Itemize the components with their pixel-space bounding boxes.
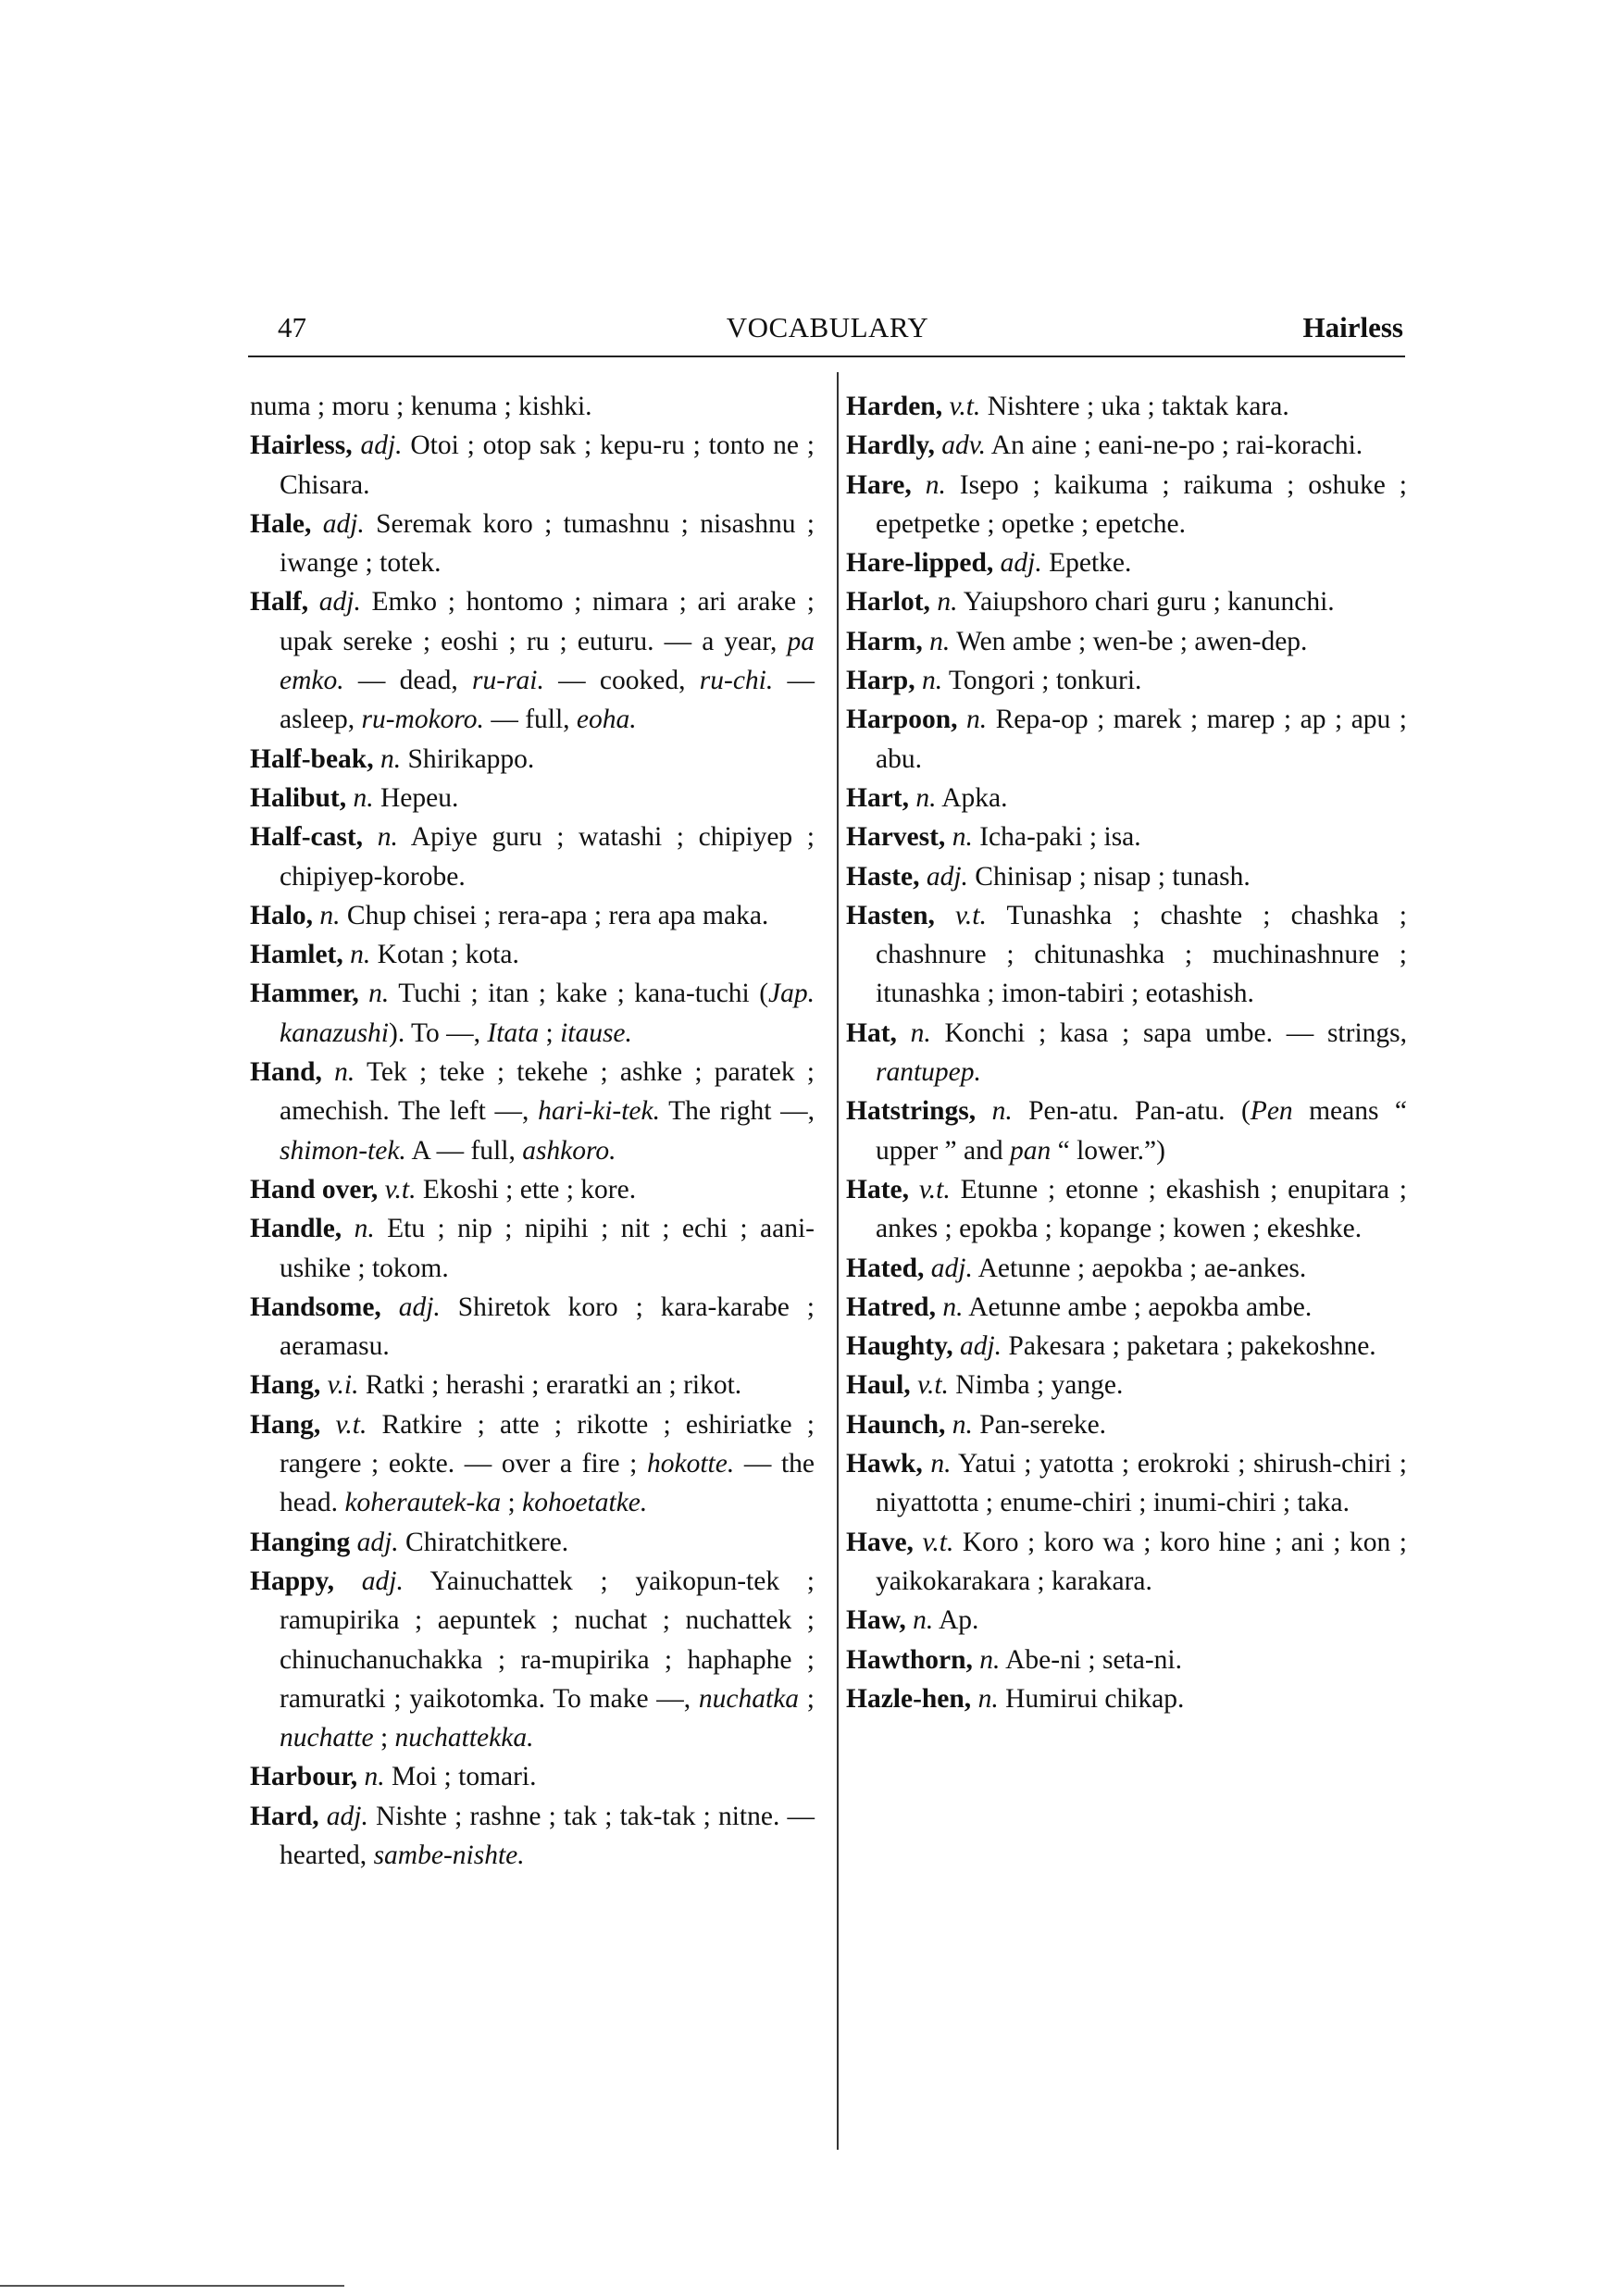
entry-part-of-speech: n. xyxy=(952,1409,973,1440)
entry-headword: Have, xyxy=(846,1527,914,1557)
entry-text xyxy=(350,1528,356,1557)
entry-text: Apka. xyxy=(936,782,1008,813)
dictionary-entry xyxy=(846,1249,1407,1288)
entry-part-of-speech: v.t. xyxy=(918,1174,951,1204)
dictionary-entry xyxy=(250,582,815,739)
entry-text: Aetunne ; aepokba ; ae-ankes. xyxy=(972,1253,1307,1283)
entry-text: Ap. xyxy=(933,1605,979,1636)
entry-text: Yainuchattek ; yaikopun-tek ; ramupirika ; aepuntek ; nuchat ; nuchattek ; chinuchanuchakka ; ra-mupirika ; haphaphe ; ramuratki ; yaikotomka. To make —, xyxy=(280,1566,815,1714)
right-column xyxy=(846,387,1407,1718)
dictionary-entry xyxy=(250,817,815,896)
entry-text: Etunne ; etonne ; ekashish ; enupitara ; ankes ; epokba ; kopange ; kowen ; ekeshke. xyxy=(876,1174,1407,1244)
entry-text xyxy=(957,705,966,734)
entry-headword: Haunch, xyxy=(846,1409,946,1440)
entry-headword: Hate, xyxy=(846,1174,909,1204)
page-title: VOCABULARY xyxy=(726,311,929,343)
entry-ainu-term: Pen xyxy=(1250,1096,1293,1127)
entry-headword: Hang, xyxy=(250,1409,321,1440)
entry-text: Tek ; teke ; tekehe ; ashke ; paratek ; amechish. The left —, xyxy=(280,1057,815,1127)
entry-text xyxy=(378,1175,384,1204)
entry-headword: Harvest, xyxy=(846,822,946,853)
header-rule xyxy=(248,356,1405,357)
entry-headword: Harden, xyxy=(846,392,943,421)
dictionary-entry xyxy=(250,1288,815,1366)
entry-text: Konchi ; kasa ; sapa umbe. — strings, xyxy=(930,1017,1407,1048)
entry-text: Ratki ; herashi ; eraratki an ; rikot. xyxy=(358,1370,742,1401)
entry-text xyxy=(359,979,368,1008)
dictionary-entry xyxy=(250,505,815,583)
dictionary-entry xyxy=(250,740,815,779)
entry-text: “ lower.”) xyxy=(1051,1135,1165,1166)
entry-part-of-speech: adj. xyxy=(398,1292,441,1322)
entry-text xyxy=(374,744,380,774)
entry-text xyxy=(953,1331,960,1361)
entry-headword: Harpoon, xyxy=(846,705,958,735)
entry-part-of-speech: v.t. xyxy=(384,1174,417,1204)
dictionary-entry xyxy=(250,1562,815,1757)
entry-text: Otoi ; otop sak ; kepu-ru ; tonto ne ; Chisara. xyxy=(280,430,815,500)
entry-headword: Hard, xyxy=(250,1801,319,1831)
entry-text: Epetke. xyxy=(1041,548,1132,579)
entry-text: Shirikappo. xyxy=(401,743,535,774)
entry-part-of-speech: v.t. xyxy=(917,1370,949,1401)
entry-headword: Hat, xyxy=(846,1017,897,1048)
entry-part-of-speech: n. xyxy=(966,705,988,735)
entry-part-of-speech: n. xyxy=(353,782,374,813)
entry-headword: Half-beak, xyxy=(250,743,374,774)
entry-text: Tuchi ; itan ; kake ; kana-tuchi ( xyxy=(389,979,769,1009)
dictionary-entry xyxy=(846,582,1407,621)
entry-part-of-speech: adj. xyxy=(326,1801,368,1831)
entry-text: Chinisap ; nisap ; tunash. xyxy=(967,861,1251,892)
entry-headword: Hatstrings, xyxy=(846,1096,977,1127)
dictionary-entry xyxy=(846,1641,1407,1679)
entry-text xyxy=(311,509,322,539)
entry-text: Ratkire ; atte ; rikotte ; eshiriatke ; rangere ; eokte. — over a fire ; xyxy=(280,1409,815,1479)
entry-part-of-speech: n. xyxy=(354,1214,375,1244)
entry-headword: Hardly, xyxy=(846,430,935,461)
dictionary-entry xyxy=(846,1327,1407,1366)
dictionary-entry xyxy=(250,1757,815,1796)
entry-text: Hepeu. xyxy=(373,782,459,813)
entry-text xyxy=(919,862,926,892)
entry-part-of-speech: n. xyxy=(368,979,390,1009)
dictionary-entry xyxy=(846,466,1407,544)
entry-ainu-term: pan xyxy=(1009,1135,1052,1166)
dictionary-entry xyxy=(846,1444,1407,1523)
entry-text: ; xyxy=(799,1683,815,1714)
entry-part-of-speech: n. xyxy=(915,782,937,813)
entry-text: An aine ; eani-ne-po ; rai-korachi. xyxy=(986,430,1363,461)
dictionary-entry xyxy=(250,426,815,505)
entry-headword: Harbour, xyxy=(250,1762,358,1792)
entry-text: — full, xyxy=(483,705,577,735)
entry-headword: Hare-lipped, xyxy=(846,548,994,579)
entry-ainu-term: nuchatte xyxy=(280,1723,374,1753)
entry-text: Kotan ; kota. xyxy=(370,940,519,970)
entry-text xyxy=(342,1214,354,1243)
entry-text: ). To —, xyxy=(389,1017,488,1048)
entry-part-of-speech: n. xyxy=(319,900,341,930)
dictionary-entry xyxy=(846,1679,1407,1718)
entry-ainu-term: ru-mokoro. xyxy=(361,705,484,735)
dictionary-entry xyxy=(846,1288,1407,1327)
entry-text: Emko ; hontomo ; nimara ; ari arake ; upak sereke ; eoshi ; ru ; euturu. — a year, xyxy=(280,587,815,656)
dictionary-entry xyxy=(846,1092,1407,1170)
entry-part-of-speech: n. xyxy=(377,822,398,853)
entry-part-of-speech: n. xyxy=(977,1683,999,1714)
entry-headword: Hairless, xyxy=(250,430,353,461)
dictionary-entry xyxy=(846,661,1407,700)
entry-ainu-term: koherautek-ka xyxy=(344,1488,502,1518)
dictionary-entry xyxy=(846,1170,1407,1249)
dictionary-entry xyxy=(250,896,815,935)
entry-text: Chup chisei ; rera-apa ; rera apa maka. xyxy=(340,900,769,930)
entry-ainu-term: eoha. xyxy=(576,705,637,735)
entry-headword: Halibut, xyxy=(250,782,347,813)
entry-headword: Hawthorn, xyxy=(846,1644,973,1675)
entry-text: means “ upper ” and xyxy=(876,1096,1407,1166)
entry-headword: Haste, xyxy=(846,861,920,892)
dictionary-entry xyxy=(846,700,1407,779)
entry-headword: Hated, xyxy=(846,1253,925,1283)
entry-text xyxy=(945,1410,952,1440)
entry-part-of-speech: n. xyxy=(350,940,371,970)
entry-part-of-speech: n. xyxy=(942,1292,964,1322)
entry-text: Nimba ; yange. xyxy=(948,1370,1124,1401)
entry-text: Pen-atu. Pan-atu. ( xyxy=(1012,1096,1251,1127)
entry-text xyxy=(935,901,955,930)
entry-text: Isepo ; kaikuma ; raikuma ; oshuke ; epetpetke ; opetke ; epetche. xyxy=(876,469,1407,539)
entry-part-of-speech: adj. xyxy=(1000,548,1042,579)
entry-text xyxy=(308,587,319,617)
entry-part-of-speech: v.t. xyxy=(335,1409,367,1440)
entry-headword: Haughty, xyxy=(846,1331,953,1362)
dictionary-entry xyxy=(846,1523,1407,1602)
entry-ainu-term: ashkoro. xyxy=(522,1135,616,1166)
entry-text xyxy=(945,822,952,852)
entry-part-of-speech: n. xyxy=(913,1605,934,1636)
entry-headword: Harm, xyxy=(846,626,923,656)
dictionary-entry xyxy=(250,779,815,817)
dictionary-entry xyxy=(250,1797,815,1876)
dictionary-entry xyxy=(250,974,815,1053)
entry-text xyxy=(915,666,922,695)
entry-part-of-speech: adj. xyxy=(930,1253,973,1283)
entry-text: Chiratchitkere. xyxy=(398,1527,569,1557)
entry-text xyxy=(320,1410,335,1440)
dictionary-entry xyxy=(846,896,1407,1014)
entry-headword: Hare, xyxy=(846,469,912,500)
entry-text: Yatui ; yatotta ; erokroki ; shirush-chiri ; niyattotta ; enume-chiri ; inumi-chiri ; taka. xyxy=(876,1449,1407,1518)
entry-text: Apiye guru ; watashi ; chipiyep ; chipiyep-korobe. xyxy=(280,822,815,892)
left-column xyxy=(250,387,815,1875)
entry-ainu-term: hokotte. xyxy=(647,1449,735,1479)
entry-text: Nishtere ; uka ; taktak kara. xyxy=(980,392,1289,421)
entry-text xyxy=(363,822,378,852)
entry-text: Humirui chikap. xyxy=(998,1683,1185,1714)
entry-part-of-speech: n. xyxy=(937,587,958,618)
entry-text xyxy=(971,1684,977,1714)
entry-part-of-speech: n. xyxy=(334,1057,355,1088)
dictionary-entry xyxy=(250,1053,815,1170)
entry-headword: Hammer, xyxy=(250,979,359,1009)
entry-text xyxy=(897,1018,911,1048)
scan-edge-line xyxy=(0,2285,344,2287)
entry-text: numa ; moru ; kenuma ; kishki. xyxy=(250,392,592,421)
entry-part-of-speech: adj. xyxy=(318,587,361,618)
column-divider xyxy=(837,372,839,2150)
entry-ainu-term: Jap. kanazushi xyxy=(280,979,815,1048)
dictionary-entry xyxy=(250,1170,815,1209)
entry-text: Icha-paki ; isa. xyxy=(972,822,1141,853)
entry-text xyxy=(319,1802,327,1831)
entry-text: Wen ambe ; wen-be ; awen-dep. xyxy=(950,626,1308,656)
entry-text: Seremak koro ; tumashnu ; nisashnu ; iwange ; totek. xyxy=(280,508,815,579)
entry-text: Nishte ; rashne ; tak ; tak-tak ; nitne. — hearted, xyxy=(280,1801,815,1870)
entry-text: Ekoshi ; ette ; kore. xyxy=(416,1174,637,1204)
entry-text: Abe-ni ; seta-ni. xyxy=(1000,1644,1182,1675)
entry-text xyxy=(993,548,1000,578)
entry-text xyxy=(381,1292,399,1322)
entry-part-of-speech: v.t. xyxy=(955,900,987,930)
entry-text: Tongori ; tonkuri. xyxy=(942,666,1142,696)
entry-ainu-term: rantupep. xyxy=(876,1057,981,1088)
entry-text: — cooked, xyxy=(543,666,700,696)
entry-part-of-speech: n. xyxy=(925,469,946,500)
entry-headword: Hawk, xyxy=(846,1449,923,1479)
entry-text: ; xyxy=(501,1488,523,1518)
entry-part-of-speech: adj. xyxy=(322,508,365,539)
dictionary-entry xyxy=(250,387,815,426)
entry-text: Koro ; koro wa ; koro hine ; ani ; kon ; yaikokarakara ; karakara. xyxy=(876,1527,1408,1596)
dictionary-entry xyxy=(846,1014,1407,1092)
dictionary-entry xyxy=(846,1601,1407,1640)
dictionary-entry xyxy=(250,1209,815,1288)
entry-text: Repa-op ; marek ; marep ; ap ; apu ; abu. xyxy=(876,705,1407,774)
entry-ainu-term: itause. xyxy=(560,1017,632,1048)
entry-text xyxy=(334,1566,362,1596)
entry-text: ; xyxy=(373,1723,395,1753)
entry-text xyxy=(911,1370,917,1400)
entry-ainu-term: Itata xyxy=(487,1017,540,1048)
dictionary-entry xyxy=(250,935,815,974)
entry-part-of-speech: adj. xyxy=(926,861,968,892)
entry-headword: Happy, xyxy=(250,1566,335,1596)
entry-part-of-speech: n. xyxy=(991,1096,1013,1127)
entry-text xyxy=(320,1370,327,1400)
entry-text: Pakesara ; paketara ; pakekoshne. xyxy=(1002,1331,1376,1362)
entry-ainu-term: nuchatka xyxy=(698,1683,800,1714)
entry-text xyxy=(976,1096,991,1126)
dictionary-entry xyxy=(250,1366,815,1404)
entry-ainu-term: ru-rai. xyxy=(472,666,544,696)
entry-headword: Hazle-hen, xyxy=(846,1683,972,1714)
entry-ainu-term: shimon-tek. xyxy=(280,1135,406,1166)
entry-ainu-term: ru-chi. xyxy=(699,666,774,696)
entry-headword: Hand over, xyxy=(250,1174,379,1204)
entry-text: Tunashka ; chashte ; chashka ; chashnure ; chitunashka ; muchinashnure ; itunashka ; imon-tabiri ; eotashish. xyxy=(876,900,1407,1009)
entry-headword: Haw, xyxy=(846,1605,906,1636)
entry-part-of-speech: adj. xyxy=(356,1527,399,1557)
entry-part-of-speech: n. xyxy=(930,1449,952,1479)
entry-text xyxy=(909,1175,919,1204)
dictionary-entry xyxy=(250,1405,815,1523)
entry-ainu-term: kohoetatke. xyxy=(522,1488,648,1518)
entry-headword: Hang, xyxy=(250,1370,321,1401)
entry-headword: Halo, xyxy=(250,900,314,930)
entry-text: Moi ; tomari. xyxy=(384,1762,537,1792)
entry-part-of-speech: v.t. xyxy=(922,1527,954,1557)
entry-text xyxy=(912,470,926,500)
entry-text: ; xyxy=(539,1017,561,1048)
entry-headword: Hasten, xyxy=(846,900,935,930)
entry-text: — the head. xyxy=(280,1449,815,1518)
entry-headword: Hamlet, xyxy=(250,940,343,970)
entry-ainu-term: hari-ki-tek. xyxy=(538,1096,660,1127)
running-head: Hairless xyxy=(1302,311,1403,343)
dictionary-entry xyxy=(846,817,1407,856)
entry-headword: Half, xyxy=(250,587,309,618)
dictionary-entry xyxy=(846,779,1407,817)
entry-headword: Harlot, xyxy=(846,587,930,618)
entry-text: The right —, xyxy=(659,1096,815,1127)
entry-part-of-speech: n. xyxy=(929,626,951,656)
entry-headword: Handle, xyxy=(250,1214,342,1244)
dictionary-entry xyxy=(846,387,1407,426)
entry-text: — dead, xyxy=(343,666,473,696)
entry-text: Aetunne ambe ; aepokba ambe. xyxy=(963,1292,1313,1322)
entry-headword: Hanging xyxy=(250,1527,351,1557)
entry-part-of-speech: n. xyxy=(952,822,973,853)
dictionary-entry xyxy=(846,426,1407,465)
entry-headword: Hand, xyxy=(250,1057,322,1088)
entry-ainu-term: pa emko. xyxy=(280,626,815,696)
dictionary-entry xyxy=(846,543,1407,582)
entry-text: — asleep, xyxy=(280,666,815,735)
entry-part-of-speech: adj. xyxy=(360,430,403,461)
page-number: 47 xyxy=(278,311,306,343)
entry-part-of-speech: n. xyxy=(380,743,402,774)
entry-ainu-term: sambe-nishte. xyxy=(373,1840,525,1870)
entry-headword: Haul, xyxy=(846,1370,911,1401)
entry-part-of-speech: adj. xyxy=(361,1566,404,1596)
entry-text: Pan-sereke. xyxy=(972,1409,1107,1440)
entry-headword: Half-cast, xyxy=(250,822,364,853)
entry-headword: Hart, xyxy=(846,782,909,813)
dictionary-entry xyxy=(846,1405,1407,1444)
entry-text xyxy=(924,1254,930,1283)
entry-part-of-speech: n. xyxy=(364,1762,385,1792)
entry-text xyxy=(357,1762,364,1791)
entry-headword: Hatred, xyxy=(846,1292,936,1322)
entry-part-of-speech: n. xyxy=(979,1644,1001,1675)
dictionary-entry xyxy=(846,622,1407,661)
dictionary-entry xyxy=(846,857,1407,896)
entry-part-of-speech: adv. xyxy=(941,430,987,461)
page-header xyxy=(248,304,1407,348)
entry-part-of-speech: adj. xyxy=(959,1331,1002,1362)
entry-headword: Handsome, xyxy=(250,1292,381,1322)
entry-part-of-speech: n. xyxy=(910,1017,931,1048)
entry-part-of-speech: v.t. xyxy=(949,392,981,421)
dictionary-entry xyxy=(846,1366,1407,1404)
entry-ainu-term: nuchattekka. xyxy=(394,1723,534,1753)
entry-text: A — full, xyxy=(405,1135,523,1166)
entry-part-of-speech: n. xyxy=(921,666,943,696)
entry-text xyxy=(322,1057,334,1087)
entry-headword: Harp, xyxy=(846,666,915,696)
entry-text: Shiretok koro ; kara-karabe ; aeramasu. xyxy=(280,1292,815,1362)
entry-headword: Hale, xyxy=(250,508,312,539)
entry-text: Yaiupshoro chari guru ; kanunchi. xyxy=(957,587,1335,618)
entry-part-of-speech: v.i. xyxy=(327,1370,359,1401)
entry-text: Etu ; nip ; nipihi ; nit ; echi ; aani-ushike ; tokom. xyxy=(280,1214,815,1283)
dictionary-entry xyxy=(250,1523,815,1562)
